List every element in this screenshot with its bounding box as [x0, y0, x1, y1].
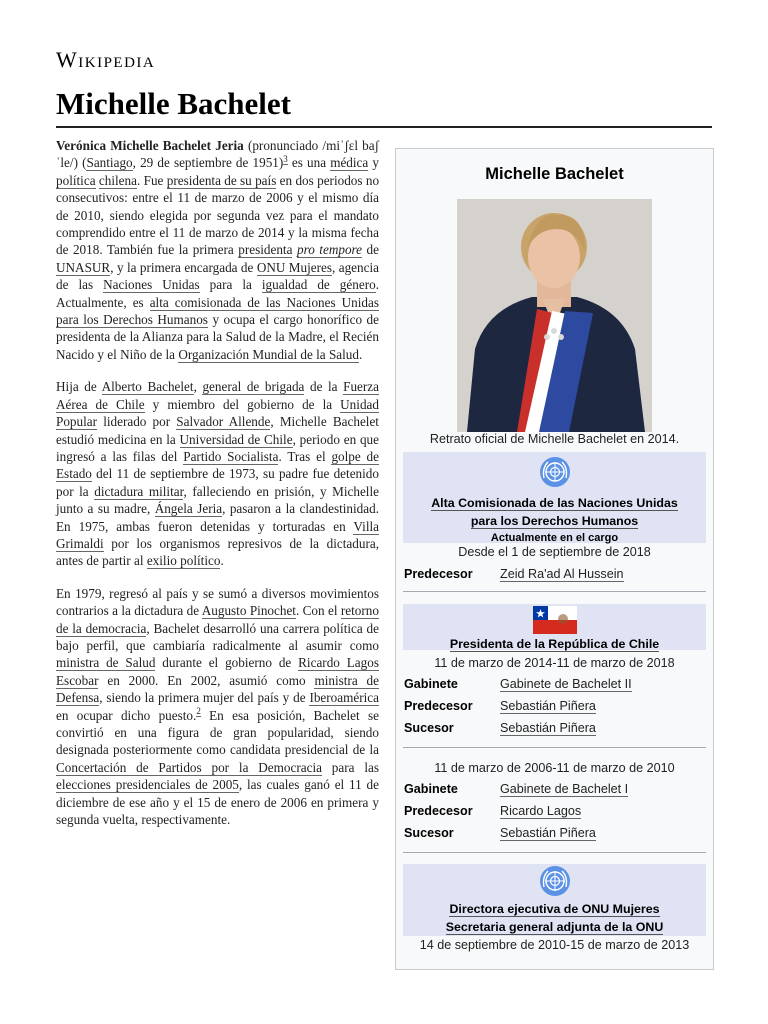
wiki-link[interactable]: Unidad Popular [56, 396, 379, 430]
text-run: , pasaron a la clandestinidad. En 1975, ambas fueron detenidas y torturadas en [56, 501, 379, 534]
predecessor-label: Predecesor [404, 567, 473, 581]
wiki-link[interactable]: elecciones presidenciales de 2005 [56, 777, 239, 793]
wiki-link[interactable]: Concertación de Partidos por la Democracia [56, 759, 322, 775]
wiki-link[interactable]: golpe de Estado [56, 448, 380, 482]
text-run: , siendo la primera mujer del país y de [99, 690, 310, 706]
office3-term: 14 de septiembre de 2010-15 de marzo de 2013 [419, 938, 690, 952]
text-run: , Michelle Bachelet estudió medicina en la [56, 414, 379, 447]
wiki-link[interactable]: general de brigada [202, 379, 305, 395]
wiki-link[interactable]: UNASUR [56, 259, 111, 275]
wiki-link[interactable]: ministra de Defensa [56, 672, 379, 706]
predecessor-link[interactable]: Ricardo Lagos [500, 804, 582, 818]
text-run: y [368, 155, 379, 171]
text-run: . Fue [136, 172, 167, 188]
cabinet-link[interactable]: Gabinete de Bachelet I [500, 782, 629, 796]
career-paragraph [56, 585, 379, 829]
text-run: de la [304, 379, 344, 395]
wiki-link[interactable]: exilio político [146, 553, 221, 569]
infobox [395, 148, 714, 970]
wiki-link[interactable]: Alberto Bachelet [101, 379, 194, 395]
wiki-link[interactable]: Partido Socialista [183, 448, 279, 464]
text-run: . Tras el [278, 448, 332, 464]
office2-term2: 11 de marzo de 2006-11 de marzo de 2010 [434, 761, 675, 775]
un-emblem-icon [539, 865, 571, 897]
divider [403, 591, 706, 592]
reference-link[interactable]: 2 [196, 706, 201, 717]
wiki-link[interactable]: Augusto Pinochet [201, 603, 296, 619]
wiki-link[interactable]: retorno de la democracia [56, 603, 379, 636]
successor-link[interactable]: Sebastián Piñera [500, 826, 596, 840]
wiki-link[interactable]: presidenta de su país [166, 172, 277, 188]
text-run: (pronunciado /miˈʃɛl baʃˈle/) ( [56, 138, 379, 171]
wiki-link[interactable]: médica [330, 155, 369, 171]
text-run: . [359, 346, 363, 362]
wiki-link[interactable]: Iberoamérica [309, 690, 379, 706]
text-run: y miembro del gobierno de la [144, 396, 341, 412]
wiki-link[interactable]: Universidad de Chile [179, 431, 293, 447]
office-title-link[interactable]: Alta Comisionada de las Naciones Unidas [431, 496, 678, 510]
text-run: y ocupa el cargo honorífico de presidenta de la Alianza para la Salud de la Madre, el Recién Nacido y el Niño de la [56, 312, 379, 362]
early-life-paragraph [56, 378, 379, 569]
successor-label: Sucesor [404, 826, 454, 840]
wiki-link[interactable]: alta comisionada de las Naciones Unidas para los Derechos Humanos [56, 294, 380, 328]
cabinet-label: Gabinete [404, 782, 458, 796]
wiki-link[interactable]: pro tempore [296, 242, 363, 258]
text-run: del 11 de septiembre de 1973, su padre fue detenido por la [56, 466, 379, 499]
current-status: Actualmente en el cargo [490, 532, 619, 544]
portrait-image[interactable] [457, 199, 652, 432]
wiki-link[interactable]: política [56, 172, 96, 188]
bold-name: Verónica Michelle Bachelet Jeria [56, 138, 244, 153]
portrait-caption: Retrato oficial de Michelle Bachelet en 2014. [429, 432, 680, 446]
divider [403, 747, 706, 748]
infobox-title: Michelle Bachelet [485, 165, 624, 183]
text-run: para las [321, 759, 379, 775]
office1-term: Desde el 1 de septiembre de 2018 [458, 545, 651, 559]
divider [403, 852, 706, 853]
text-run: , agencia de las [56, 259, 379, 293]
text-run: En 1979, regresó al país y se sumó a diversos movimientos contrarios a la dictadura de [56, 585, 379, 619]
cabinet-label: Gabinete [404, 677, 458, 691]
text-run: , Bachelet desarrolló una carrera política de bajo perfil, que cambiaría radicalmente al asumir como [56, 620, 379, 653]
predecessor-link[interactable]: Sebastián Piñera [500, 699, 596, 713]
text-run: Hija de [56, 379, 102, 395]
un-high-commissioner-header [403, 452, 706, 543]
president-chile-header [403, 604, 706, 650]
wiki-link[interactable]: Ricardo Lagos Escobar [56, 655, 379, 688]
text-run: para la [199, 277, 262, 293]
wiki-link[interactable]: Santiago [86, 155, 133, 171]
text-run: en dos periodos no consecutivos: entre el 11 de marzo de 2006 y el mismo día de 2010, siendo elegida por segunda vez para el mandato comprendido entre el 11 de marzo de 2014 y la misma fecha de 2018. También fue la primera [56, 172, 380, 258]
text-run: , [193, 379, 203, 395]
predecessor-label: Predecesor [404, 804, 473, 818]
office2-term1: 11 de marzo de 2014-11 de marzo de 2018 [434, 656, 675, 670]
text-run: durante el gobierno de [155, 655, 299, 671]
cabinet-link[interactable]: Gabinete de Bachelet II [500, 677, 632, 691]
wiki-link[interactable]: ONU Mujeres [256, 259, 333, 275]
predecessor-link[interactable]: Zeid Ra'ad Al Hussein [500, 567, 624, 581]
reference-link[interactable]: 3 [283, 154, 288, 165]
text-run: , falleciendo en prisión, y Michelle junto a su madre, [56, 483, 379, 517]
text-run: , 29 de septiembre de 1951) [132, 155, 284, 171]
un-women-header [403, 864, 706, 936]
wiki-link[interactable]: Ángela Jeria [154, 501, 223, 517]
article-body [56, 137, 379, 843]
wiki-link[interactable]: Naciones Unidas [103, 277, 200, 293]
wiki-link[interactable]: Villa Grimaldi [56, 518, 379, 551]
text-run: en 2000. En 2002, asumió como [98, 672, 315, 688]
text-run: en ocupar dicho puesto. [56, 707, 197, 723]
wiki-link[interactable]: Fuerza Aérea de Chile [56, 379, 379, 412]
text-run: de [362, 242, 379, 258]
predecessor-label: Predecesor [404, 699, 473, 713]
page-title: Michelle Bachelet [56, 86, 291, 121]
wikipedia-logo[interactable]: Wikipedia [56, 47, 156, 72]
text-run: por los organismos represivos de la dictadura, antes de partir al [56, 535, 379, 569]
text-run: , periodo en que ingresó a las filas del [56, 431, 379, 464]
wiki-link[interactable]: ministra de Salud [56, 655, 156, 671]
president-title-link[interactable]: Presidenta de la República de Chile [449, 637, 660, 651]
text-run: es una [287, 155, 331, 171]
text-run: , y la primera encargada de [110, 259, 257, 275]
text-run: , las cuales ganó el 11 de diciembre de ese año y el 15 de enero de 2006 en primera y segunda vuelta, respectivamente. [56, 777, 379, 828]
text-run: En esa posición, Bachelet se convirtió en una figura de gran popularidad, siendo designada posteriormente como candidata presidencial de la [56, 707, 379, 758]
wiki-link[interactable]: Salvador Allende [176, 414, 271, 430]
wiki-link[interactable]: presidenta [238, 242, 293, 258]
wiki-link[interactable]: chilena [98, 172, 137, 188]
successor-link[interactable]: Sebastián Piñera [500, 721, 596, 735]
wiki-link[interactable]: igualdad de género [261, 277, 376, 293]
successor-label: Sucesor [404, 721, 454, 735]
un-women-title-link[interactable]: Directora ejecutiva de ONU Mujeres [449, 902, 660, 916]
un-deputy-title-link[interactable]: Secretaria general adjunta de la ONU [445, 920, 664, 934]
intro-paragraph [56, 137, 379, 363]
title-divider [56, 126, 712, 128]
text-run: . Actualmente, es [56, 277, 379, 310]
un-emblem-icon [539, 456, 571, 488]
chile-flag-icon [533, 606, 577, 634]
text-run: . Con el [295, 603, 341, 619]
wiki-link[interactable]: Organización Mundial de la Salud [178, 346, 359, 362]
text-run: liderado por [97, 414, 177, 430]
text-run: . [220, 553, 224, 569]
wiki-link[interactable]: dictadura militar [94, 483, 184, 499]
office-title-link-cont[interactable]: para los Derechos Humanos [470, 514, 639, 528]
